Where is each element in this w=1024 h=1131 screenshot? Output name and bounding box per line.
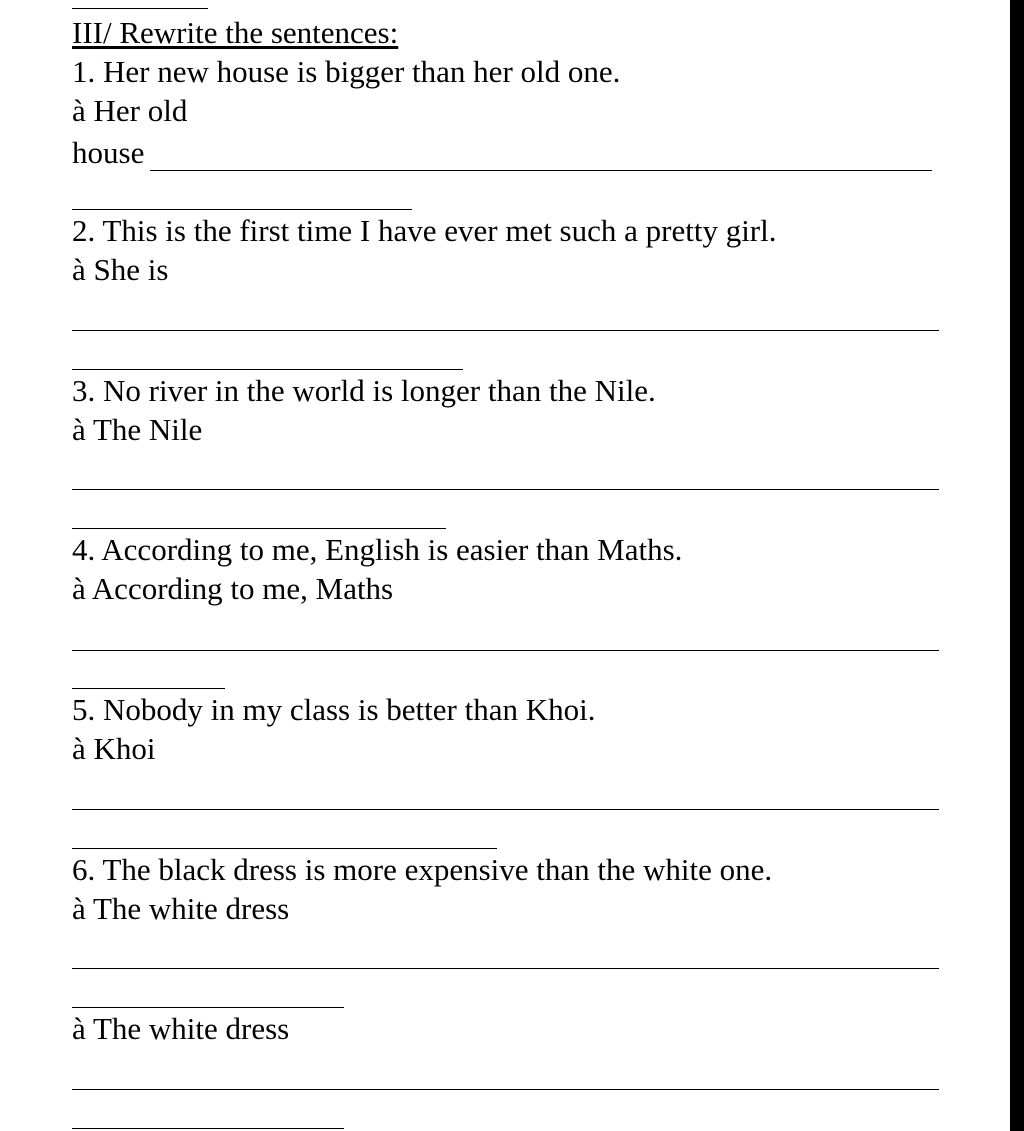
answer-line[interactable] <box>72 1128 344 1129</box>
question-3-sentence: 3. No river in the world is longer than the Nile. <box>72 373 656 408</box>
answer-line[interactable] <box>72 688 225 689</box>
answer-line[interactable] <box>72 809 939 810</box>
question-5-prompt: à Khoi <box>72 731 156 766</box>
question-1-prompt: à Her old <box>72 93 188 128</box>
answer-line[interactable] <box>72 528 446 529</box>
question-2-sentence: 2. This is the first time I have ever met such a pretty girl. <box>72 213 777 248</box>
question-4-prompt: à According to me, Maths <box>72 571 394 606</box>
answer-line[interactable] <box>72 968 939 969</box>
answer-line[interactable] <box>72 848 497 849</box>
answer-line[interactable] <box>72 1089 939 1090</box>
question-1-sentence: 1. Her new house is bigger than her old one. <box>72 54 621 89</box>
question-1-prompt-continued: house <box>72 135 145 170</box>
answer-line[interactable] <box>72 209 412 210</box>
question-4-sentence: 4. According to me, English is easier than Maths. <box>72 532 683 567</box>
answer-line[interactable] <box>72 330 939 331</box>
section-title: III/ Rewrite the sentences: <box>72 15 399 50</box>
question-5-sentence: 5. Nobody in my class is better than Khoi. <box>72 692 596 727</box>
answer-line[interactable] <box>72 650 939 651</box>
question-6-prompt: à The white dress <box>72 891 290 926</box>
question-7-prompt: à The white dress <box>72 1011 290 1046</box>
question-2-prompt: à She is <box>72 252 169 287</box>
answer-line[interactable] <box>72 369 463 370</box>
answer-line[interactable] <box>150 170 932 171</box>
answer-line[interactable] <box>72 1007 344 1008</box>
answer-line <box>72 8 208 9</box>
answer-line[interactable] <box>72 489 939 490</box>
question-3-prompt: à The Nile <box>72 412 203 447</box>
question-6-sentence: 6. The black dress is more expensive than the white one. <box>72 852 773 887</box>
